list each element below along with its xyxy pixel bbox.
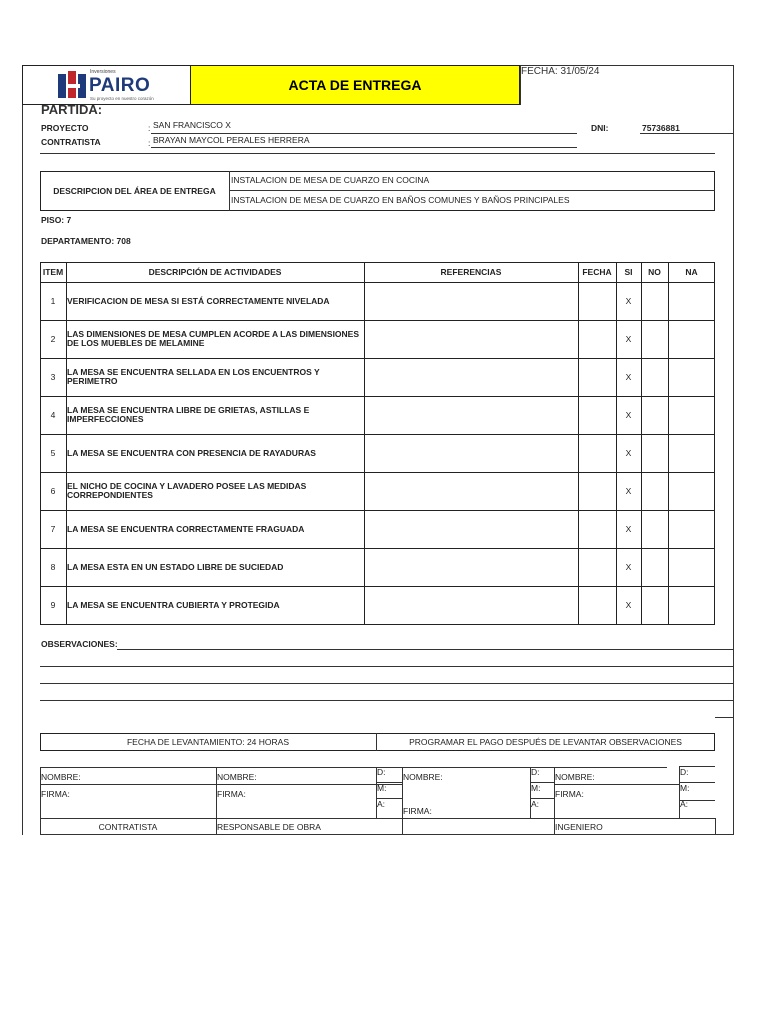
table-row (40, 358, 715, 396)
signature-firma-4: FIRMA: (555, 789, 584, 799)
date-d-1: D: (377, 767, 386, 777)
table-header-no: NO (648, 267, 661, 277)
table-cell-na (668, 472, 715, 510)
table-cell-ref (364, 586, 578, 624)
table-cell-item: 4 (50, 409, 56, 420)
signature-firma-3: FIRMA: (403, 806, 432, 816)
table-cell-fecha (578, 358, 616, 396)
table-cell-fecha (578, 434, 616, 472)
table-header-si: SI (624, 267, 633, 277)
table-cell-item: 8 (50, 561, 56, 572)
table-row (40, 282, 715, 320)
table-cell-item: 3 (50, 371, 56, 382)
table-cell-desc: VERIFICACION DE MESA SI ESTÁ CORRECTAMENTE NIVELADA (67, 295, 330, 306)
table-cell-si: X (625, 409, 632, 420)
document-title: ACTA DE ENTREGA (288, 77, 422, 93)
date-d-2: D: (531, 767, 540, 777)
signature-firma-2: FIRMA: (217, 789, 246, 799)
area-line-2: INSTALACION DE MESA DE CUARZO EN BAÑOS COMUNES Y BAÑOS PRINCIPALES (231, 195, 570, 205)
area-line-1: INSTALACION DE MESA DE CUARZO EN COCINA (231, 175, 430, 185)
proyecto-colon: : (148, 123, 151, 133)
table-cell-na (668, 358, 715, 396)
table-cell-si: X (625, 485, 632, 496)
table-cell-fecha (578, 472, 616, 510)
table-cell-ref (364, 510, 578, 548)
table-cell-ref (364, 472, 578, 510)
table-cell-no (641, 510, 668, 548)
observaciones-label: OBSERVACIONES: (41, 639, 118, 649)
table-cell-fecha (578, 396, 616, 434)
departamento-label: DEPARTAMENTO: 708 (41, 236, 131, 246)
table-header-ref: REFERENCIAS (440, 267, 502, 277)
table-cell-no (641, 320, 668, 358)
brand-name: PAIRO (89, 75, 151, 96)
table-cell-fecha (578, 320, 616, 358)
table-cell-item: 2 (50, 333, 56, 344)
table-cell-fecha (578, 510, 616, 548)
table-row (40, 320, 715, 358)
signature-firma-1: FIRMA: (41, 789, 70, 799)
contratista-colon: : (148, 138, 151, 148)
contratista-label: CONTRATISTA (41, 137, 101, 147)
signature-nombre-1: NOMBRE: (41, 772, 81, 782)
table-row (40, 548, 715, 586)
company-logo-icon (57, 70, 89, 100)
header-date: FECHA: 31/05/24 (521, 66, 600, 77)
proyecto-label: PROYECTO (41, 123, 89, 133)
table-cell-desc: EL NICHO DE COCINA Y LAVADERO POSEE LAS MEDIDAS CORREPONDIENTES (67, 481, 307, 500)
table-header-fecha: FECHA (582, 267, 612, 277)
table-row (40, 586, 715, 624)
table-header-item: ITEM (42, 267, 64, 277)
role-responsable: RESPONSABLE DE OBRA (217, 822, 321, 832)
table-cell-no (641, 282, 668, 320)
dni-label: DNI: (591, 123, 609, 133)
table-cell-ref (364, 396, 578, 434)
piso-label: PISO: 7 (41, 215, 72, 225)
table-cell-fecha (578, 282, 616, 320)
date-a-1: A: (377, 799, 386, 809)
area-label: DESCRIPCION DEL ÁREA DE ENTREGA (53, 186, 216, 196)
table-header-na: NA (685, 267, 698, 277)
dni-value: 75736881 (642, 123, 680, 133)
table-cell-ref (364, 282, 578, 320)
levantamiento-text: FECHA DE LEVANTAMIENTO: 24 HORAS (126, 737, 289, 747)
date-a-2: A: (531, 799, 540, 809)
table-cell-no (641, 472, 668, 510)
table-cell-desc: LA MESA SE ENCUENTRA SELLADA EN LOS ENCUENTROS Y PERIMETRO (67, 367, 320, 386)
table-cell-item: 1 (50, 295, 56, 306)
table-cell-ref (364, 358, 578, 396)
table-cell-desc: LA MESA SE ENCUENTRA CON PRESENCIA DE RAYADURAS (67, 447, 316, 458)
activities-table (40, 262, 715, 624)
brand-top: Inversiones (90, 69, 116, 75)
table-cell-no (641, 358, 668, 396)
table-cell-si: X (625, 333, 632, 344)
date-d-3: D: (680, 767, 689, 777)
table-row (40, 434, 715, 472)
signature-nombre-2: NOMBRE: (217, 772, 257, 782)
table-cell-desc: LA MESA ESTA EN UN ESTADO LIBRE DE SUCIEDAD (67, 561, 284, 572)
table-cell-na (668, 586, 715, 624)
table-row (40, 510, 715, 548)
table-cell-na (668, 434, 715, 472)
table-cell-si: X (625, 523, 632, 534)
table-cell-ref (364, 320, 578, 358)
programar-text: PROGRAMAR EL PAGO DESPUÉS DE LEVANTAR OBSERVACIONES (409, 737, 682, 747)
table-cell-item: 7 (50, 523, 56, 534)
table-cell-ref (364, 434, 578, 472)
table-cell-na (668, 396, 715, 434)
table-cell-no (641, 396, 668, 434)
date-a-3: A: (680, 799, 689, 809)
table-cell-fecha (578, 586, 616, 624)
table-cell-si: X (625, 295, 632, 306)
signature-nombre-3: NOMBRE: (403, 772, 443, 782)
signature-nombre-4: NOMBRE: (555, 772, 595, 782)
table-cell-na (668, 548, 715, 586)
table-cell-desc: LA MESA SE ENCUENTRA LIBRE DE GRIETAS, ASTILLAS E IMPERFECCIONES (67, 405, 310, 424)
table-cell-desc: LA MESA SE ENCUENTRA CUBIERTA Y PROTEGIDA (67, 599, 280, 610)
brand-tagline: Su proyecto en nuestro corazón (90, 96, 154, 101)
table-cell-no (641, 434, 668, 472)
table-cell-si: X (625, 371, 632, 382)
table-cell-no (641, 548, 668, 586)
table-cell-item: 9 (50, 599, 56, 610)
table-header-desc: DESCRIPCIÓN DE ACTIVIDADES (148, 267, 282, 277)
table-cell-item: 6 (50, 485, 56, 496)
logo-area (22, 65, 190, 105)
table-row (40, 396, 715, 434)
contratista-value: BRAYAN MAYCOL PERALES HERRERA (153, 135, 310, 145)
document-title-box (190, 65, 520, 105)
role-contratista: CONTRATISTA (98, 821, 158, 832)
table-cell-no (641, 586, 668, 624)
table-cell-na (668, 510, 715, 548)
table-cell-desc: LA MESA SE ENCUENTRA CORRECTAMENTE FRAGUADA (67, 523, 305, 534)
date-m-2: M: (531, 783, 541, 793)
role-ingeniero: INGENIERO (555, 822, 603, 832)
table-cell-na (668, 282, 715, 320)
table-cell-ref (364, 548, 578, 586)
table-row (40, 472, 715, 510)
date-m-3: M: (680, 783, 690, 793)
table-cell-item: 5 (50, 447, 56, 458)
table-cell-na (668, 320, 715, 358)
partida-label: PARTIDA: (41, 102, 103, 117)
date-m-1: M: (377, 783, 387, 793)
table-cell-fecha (578, 548, 616, 586)
proyecto-value: SAN FRANCISCO X (153, 120, 231, 130)
table-cell-si: X (625, 447, 632, 458)
table-cell-si: X (625, 561, 632, 572)
table-cell-si: X (625, 599, 632, 610)
table-cell-desc: LAS DIMENSIONES DE MESA CUMPLEN ACORDE A LAS DIMENSIONES DE LOS MUEBLES DE MELAMINE (67, 329, 360, 348)
